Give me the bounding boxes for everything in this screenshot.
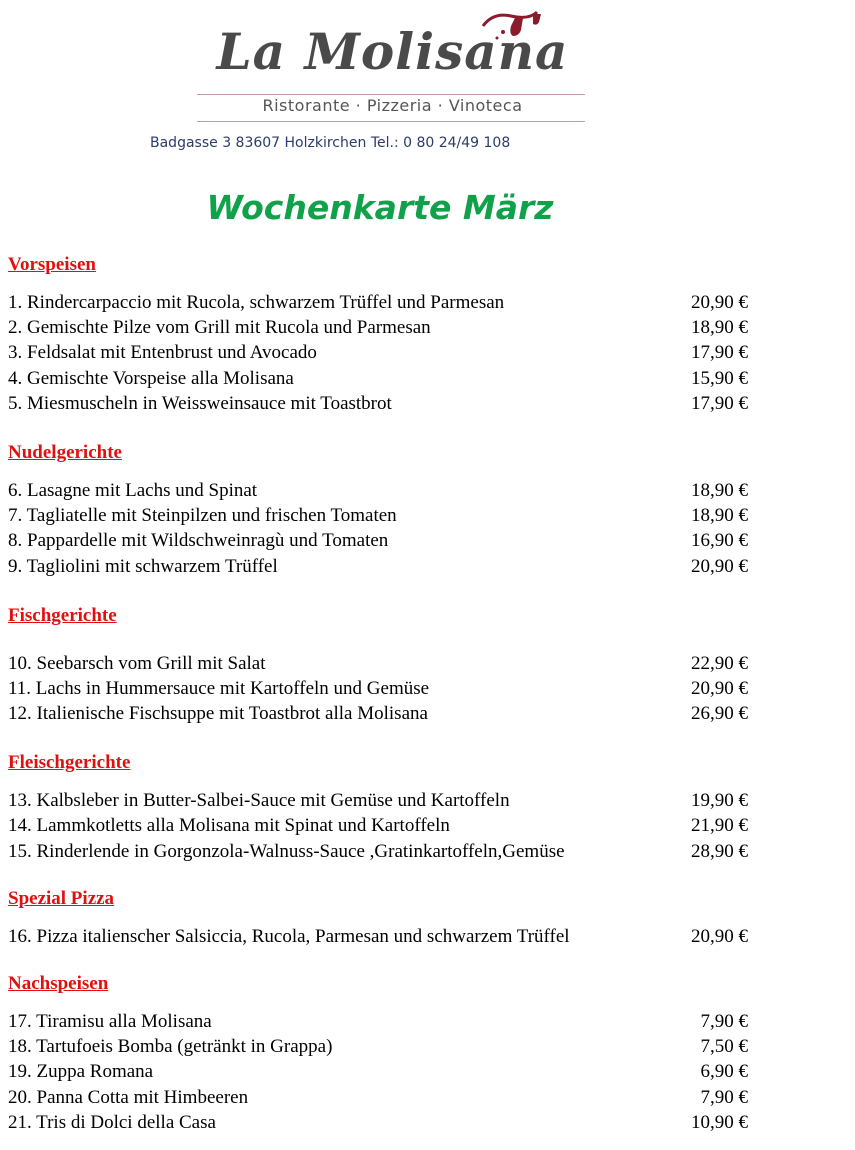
logo-divider <box>197 121 585 122</box>
item-name: 13. Kalbsleber in Butter-Salbei-Sauce mit Gemüse und Kartoffeln <box>8 790 510 812</box>
item-price: 18,90 € <box>691 505 748 527</box>
item-name: 11. Lachs in Hummersauce mit Kartoffeln und Gemüse <box>8 677 430 699</box>
item-name: 18. Tartufoeis Bomba (getränkt in Grappa) <box>8 1036 333 1058</box>
item-price: 20,90 € <box>691 555 748 577</box>
item-name: 9. Tagliolini mit schwarzem Trüffel <box>8 555 278 577</box>
menu-item <box>8 554 748 579</box>
item-price: 7,90 € <box>700 1011 748 1032</box>
menu-item <box>8 528 748 553</box>
item-name: 6. Lasagne mit Lachs und Spinat <box>8 479 258 501</box>
menu-items <box>8 924 748 949</box>
item-name: 4. Gemischte Vorspeise alla Molisana <box>8 367 294 389</box>
item-price: 20,90 € <box>691 292 748 313</box>
item-name: 8. Pappardelle mit Wildschweinragù und Tomaten <box>8 530 389 552</box>
item-price: 17,90 € <box>691 392 748 414</box>
item-price: 22,90 € <box>691 652 748 674</box>
menu-item <box>8 1110 748 1135</box>
section-heading: Nachspeisen <box>8 973 109 994</box>
menu-item <box>8 1009 748 1034</box>
menu-item <box>8 290 748 315</box>
logo-divider <box>197 94 585 95</box>
menu-section <box>8 886 748 949</box>
menu-item <box>8 813 748 838</box>
page-title: Wochenkarte März <box>206 188 554 227</box>
item-name: 15. Rinderlende in Gorgonzola-Walnuss-Sauce ,Gratinkartoffeln,Gemüse <box>8 840 565 862</box>
item-name: 17. Tiramisu alla Molisana <box>8 1011 212 1032</box>
item-price: 7,50 € <box>700 1036 748 1058</box>
menu-item <box>8 503 748 528</box>
menu-item <box>8 478 748 503</box>
menu-item <box>8 701 748 726</box>
menu-item <box>8 1034 748 1059</box>
item-name: 14. Lammkotletts alla Molisana mit Spinat und Kartoffeln <box>8 815 450 837</box>
item-price: 19,90 € <box>691 790 748 812</box>
item-name: 2. Gemischte Pilze vom Grill mit Rucola und Parmesan <box>8 317 431 339</box>
menu-items <box>8 478 748 579</box>
menu-item <box>8 839 748 864</box>
menu-item <box>8 366 748 391</box>
menu-items <box>8 651 748 727</box>
item-name: 10. Seebarsch vom Grill mit Salat <box>8 652 266 674</box>
item-name: 1. Rindercarpaccio mit Rucola, schwarzem Trüffel und Parmesan <box>8 292 505 313</box>
logo-subtitle: Ristorante · Pizzeria · Vinoteca <box>262 96 523 115</box>
logo-name: La Molisana <box>216 22 569 81</box>
restaurant-logo <box>195 8 590 123</box>
section-heading: Fleischgerichte <box>8 752 131 774</box>
item-price: 18,90 € <box>691 317 748 339</box>
item-name: 12. Italienische Fischsuppe mit Toastbrot alla Molisana <box>8 703 428 725</box>
item-price: 16,90 € <box>691 530 748 552</box>
section-heading: Vorspeisen <box>8 254 96 275</box>
item-price: 21,90 € <box>691 815 748 837</box>
item-name: 21. Tris di Dolci della Casa <box>8 1111 216 1133</box>
menu-item <box>8 676 748 701</box>
item-price: 6,90 € <box>700 1061 748 1083</box>
menu-section <box>8 603 748 727</box>
item-name: 19. Zuppa Romana <box>8 1061 154 1083</box>
menu-section <box>8 750 748 864</box>
menu-list <box>8 252 748 1135</box>
section-heading: Spezial Pizza <box>8 887 115 909</box>
item-price: 20,90 € <box>691 925 748 947</box>
item-price: 10,90 € <box>691 1111 748 1133</box>
menu-item <box>8 1085 748 1110</box>
menu-item <box>8 1059 748 1084</box>
menu-items <box>8 1009 748 1135</box>
item-price: 26,90 € <box>691 703 748 725</box>
item-price: 18,90 € <box>691 479 748 501</box>
section-heading: Fischgerichte <box>8 604 117 626</box>
menu-items <box>8 290 748 416</box>
menu-items <box>8 788 748 864</box>
item-name: 20. Panna Cotta mit Himbeeren <box>8 1086 249 1108</box>
item-price: 15,90 € <box>691 367 748 389</box>
menu-item <box>8 315 748 340</box>
menu-header <box>0 0 855 160</box>
item-price: 28,90 € <box>691 840 748 862</box>
menu-item <box>8 924 748 949</box>
menu-section <box>8 440 748 579</box>
item-name: 3. Feldsalat mit Entenbrust und Avocado <box>8 342 317 364</box>
item-price: 7,90 € <box>700 1086 748 1108</box>
menu-item <box>8 391 748 416</box>
item-name: 16. Pizza italienscher Salsiccia, Rucola, Parmesan und schwarzem Trüffel <box>8 925 570 947</box>
menu-item <box>8 651 748 676</box>
item-name: 5. Miesmuscheln in Weissweinsauce mit Toastbrot <box>8 392 392 414</box>
menu-item <box>8 340 748 365</box>
menu-section <box>8 971 748 1135</box>
menu-section <box>8 252 748 416</box>
section-heading: Nudelgerichte <box>8 441 122 463</box>
item-name: 7. Tagliatelle mit Steinpilzen und frischen Tomaten <box>8 505 397 527</box>
item-price: 17,90 € <box>691 342 748 364</box>
restaurant-address: Badgasse 3 83607 Holzkirchen Tel.: 0 80 24/49 108 <box>150 135 511 151</box>
item-price: 20,90 € <box>691 677 748 699</box>
menu-item <box>8 788 748 813</box>
